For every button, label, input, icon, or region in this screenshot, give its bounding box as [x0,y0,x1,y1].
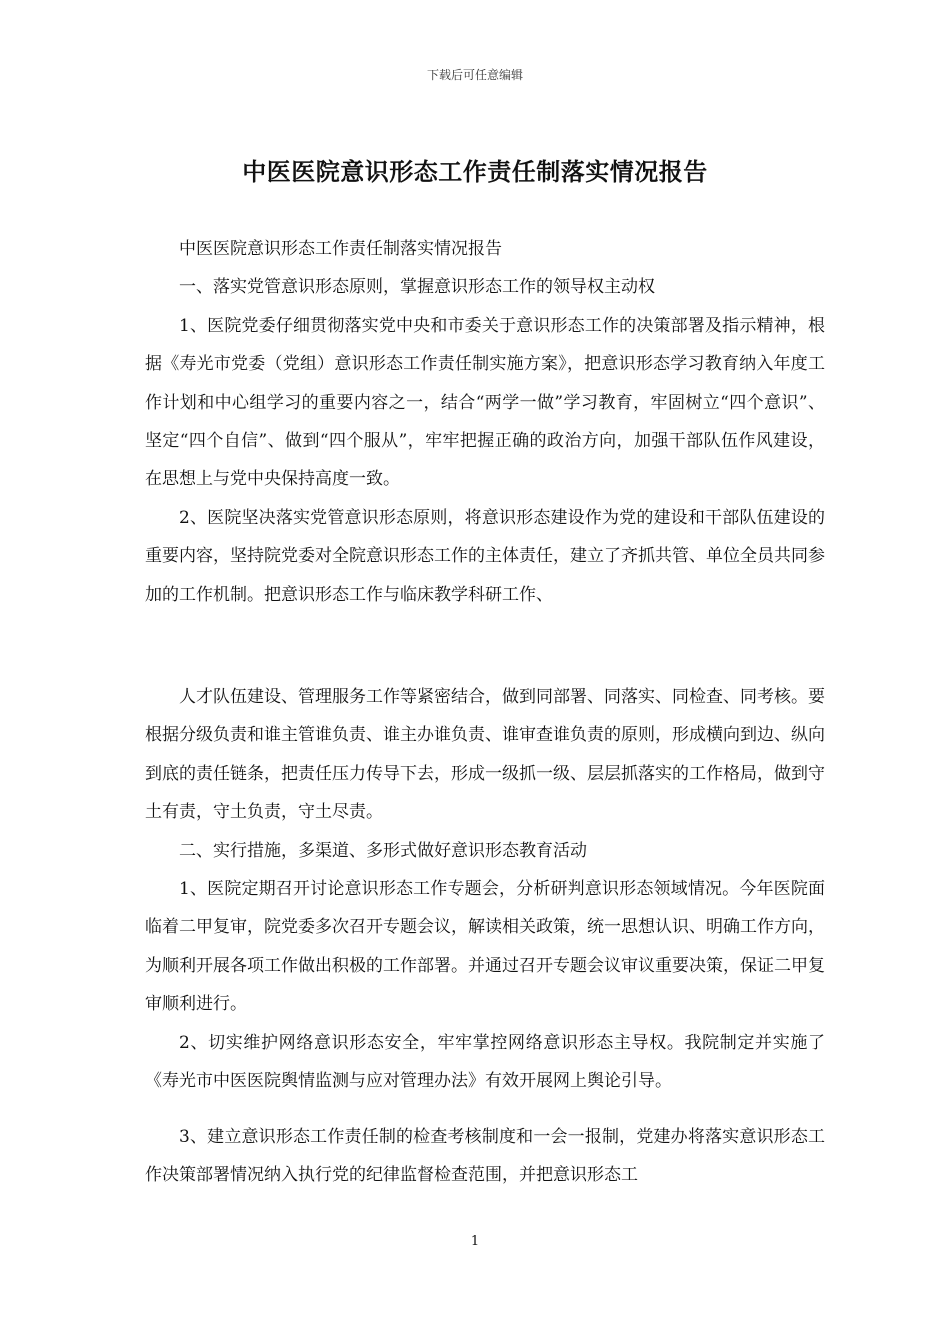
document-title: 中医医院意识形态工作责任制落实情况报告 [242,157,708,186]
paragraph-1-2-continued: 人才队伍建设、管理服务工作等紧密结合，做到同部署、同落实、同检查、同考核。要根据分级负责和谁主管谁负责、谁主办谁负责、谁审查谁负责的原则，形成横向到边、纵向到底的责任链条，把责任压力传导下去，形成一级抓一级、层层抓落实的工作格局，做到守土有责，守土负责，守土尽责。 [145,687,825,823]
header-note: 下载后可任意编辑 [426,68,523,82]
paragraph-section-2-heading: 二、实行措施，多渠道、多形式做好意识形态教育活动 [179,840,587,861]
body-block-2 [145,678,825,1100]
page-number: 1 [470,1234,480,1249]
body-block-3 [145,1118,825,1195]
paragraph-subtitle: 中医医院意识形态工作责任制落实情况报告 [179,239,502,259]
paragraph-2-3: 3、建立意识形态工作责任制的检查考核制度和一会一报制，党建办将落实意识形态工作决策部署情况纳入执行党的纪律监督检查范围，并把意识形态工 [145,1127,825,1186]
paragraph-1-2: 2、医院坚决落实党管意识形态原则，将意识形态建设作为党的建设和干部队伍建设的重要内容，坚持院党委对全院意识形态工作的主体责任，建立了齐抓共管、单位全员共同参加的工作机制。把意识形态工作与临床教学科研工作、 [145,507,825,605]
paragraph-2-2: 2、切实维护网络意识形态安全，牢牢掌控网络意识形态主导权。我院制定并实施了《寿光市中医医院舆情监测与应对管理办法》有效开展网上舆论引导。 [145,1032,825,1092]
body-block-1 [145,230,825,614]
paragraph-section-1-heading: 一、落实党管意识形态原则，掌握意识形态工作的领导权主动权 [179,277,655,298]
paragraph-2-1: 1、医院定期召开讨论意识形态工作专题会，分析研判意识形态领域情况。今年医院面临着二甲复审，院党委多次召开专题会议，解读相关政策，统一思想认识、明确工作方向，为顺利开展各项工作做出积极的工作部署。并通过召开专题会议审议重要决策，保证二甲复审顺利进行。 [145,879,825,1015]
paragraph-1-1: 1、医院党委仔细贯彻落实党中央和市委关于意识形态工作的决策部署及指示精神，根据《寿光市党委（党组）意识形态工作责任制实施方案》，把意识形态学习教育纳入年度工作计划和中心组学习的重要内容之一，结合“两学一做”学习教育，牢固树立“四个意识”、坚定“四个自信”、做到“四个服从”，牢牢把握正确的政治方向，加强干部队伍作风建设，在思想上与党中央保持高度一致。 [145,315,825,490]
